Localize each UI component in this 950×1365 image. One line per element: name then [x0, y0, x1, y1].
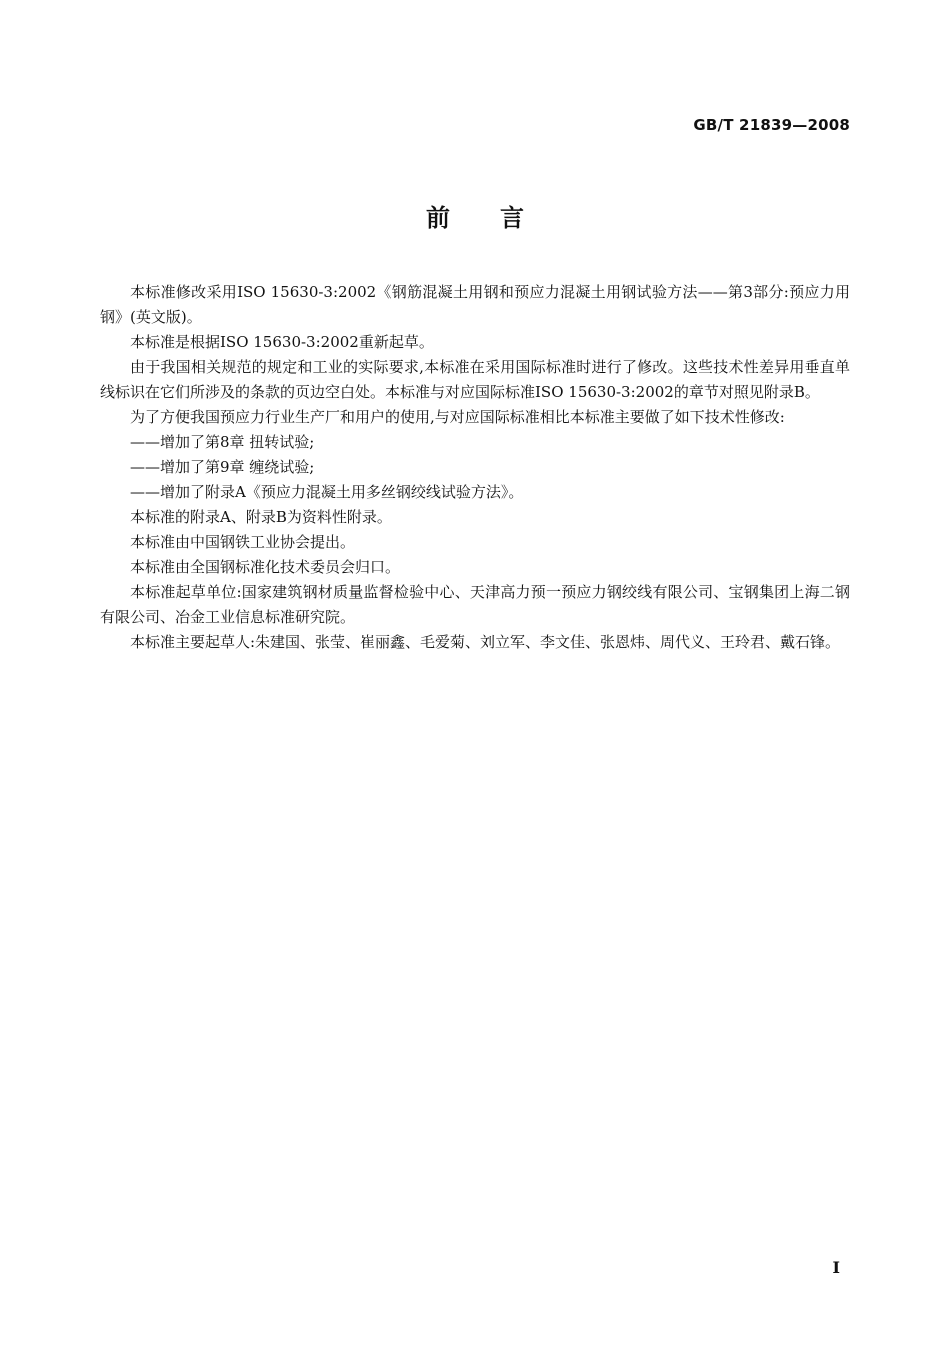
foreword-body: [100, 280, 850, 655]
paragraph-proposer: 本标准由中国钢铁工业协会提出。: [130, 533, 356, 551]
list-item-annex-a: ——增加了附录A《预应力混凝土用多丝钢绞线试验方法》。: [130, 483, 524, 501]
paragraph-redrafted: 本标准是根据ISO 15630-3:2002重新起草。: [130, 333, 434, 351]
paragraph-adoption: 本标准修改采用ISO 15630-3:2002《钢筋混凝土用钢和预应力混凝土用钢试验方法——第3部分:预应力用钢》(英文版)。: [100, 283, 850, 326]
paragraph-modifications-intro: 为了方便我国预应力行业生产厂和用户的使用,与对应国际标准相比本标准主要做了如下技术性修改:: [130, 408, 785, 426]
paragraph-drafters: 本标准主要起草人:朱建国、张莹、崔丽鑫、毛爱菊、刘立军、李文佳、张恩炜、周代义、王玲君、戴石锋。: [130, 633, 841, 651]
paragraph-annexes: 本标准的附录A、附录B为资料性附录。: [130, 508, 392, 526]
list-item-chapter-8: ——增加了第8章 扭转试验;: [130, 433, 315, 451]
paragraph-committee: 本标准由全国钢标准化技术委员会归口。: [130, 558, 401, 576]
page-number: I: [832, 1258, 840, 1277]
page-title: 前言: [426, 204, 574, 232]
paragraph-differences: 由于我国相关规范的规定和工业的实际要求,本标准在采用国际标准时进行了修改。这些技术性差异用垂直单线标识在它们所涉及的条款的页边空白处。本标准与对应国际标准ISO 15630-3:2002的章节对照见附录B。: [100, 358, 850, 401]
standard-code: GB/T 21839—2008: [693, 116, 850, 134]
paragraph-drafting-units: 本标准起草单位:国家建筑钢材质量监督检验中心、天津高力预一预应力钢绞线有限公司、宝钢集团上海二钢有限公司、冶金工业信息标准研究院。: [100, 583, 850, 626]
list-item-chapter-9: ——增加了第9章 缠绕试验;: [130, 458, 315, 476]
